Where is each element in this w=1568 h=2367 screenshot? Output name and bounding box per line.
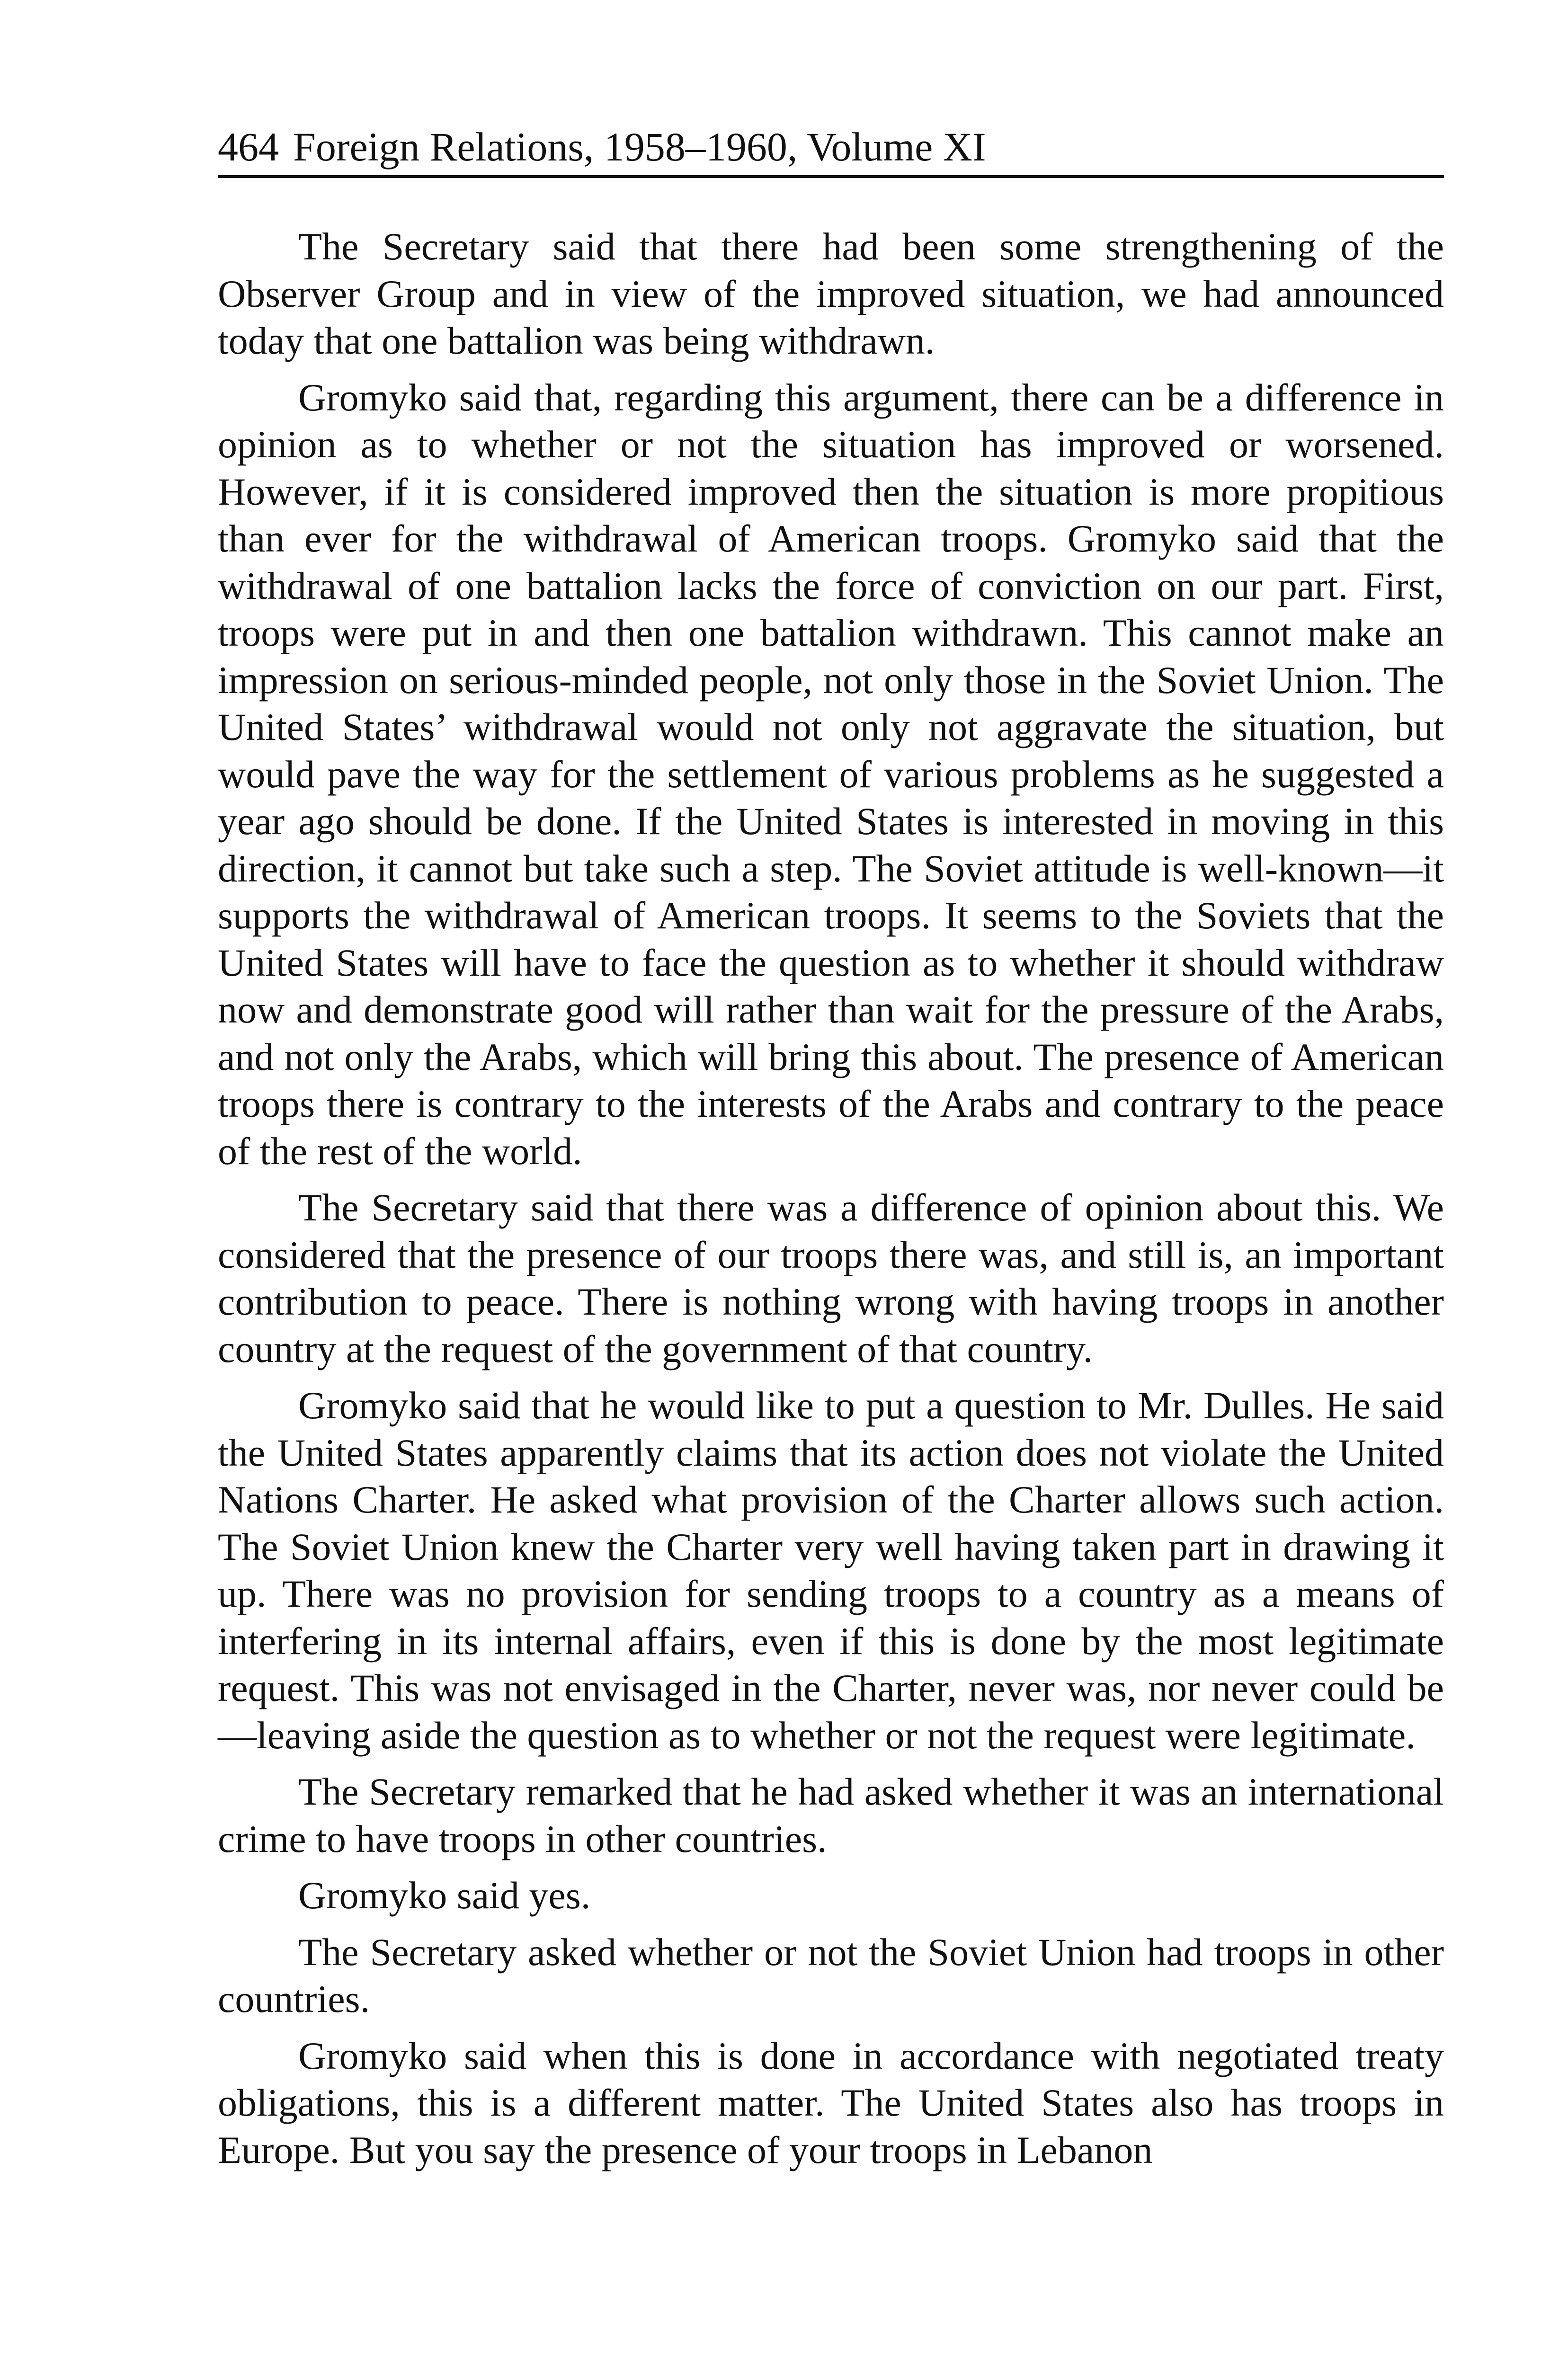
document-page (218, 123, 1444, 2183)
paragraph: Gromyko said yes. (298, 1874, 591, 1917)
paragraph: The Secretary asked whether or not the Soviet Union had troops in other countries. (218, 1930, 1444, 2020)
paragraph: Gromyko said that, regarding this argument, there can be a difference in opinion as to whether or not the situation has improved or worsened. However, if it is considered improved then the situation is more propitious than ever for the withdrawal of American troops. Gromyko said that the withdrawal of one battalion lacks the force of conviction on our part. First, troops were put in and then one battalion withdrawn. This cannot make an impression on serious-minded people, not only those in the Soviet Union. The United States’ withdrawal would not only not aggravate the situation, but would pave the way for the settlement of various problems as he suggested a year ago should be done. If the United States is interested in moving in this direction, it cannot but take such a step. The Soviet attitude is well-known—it supports the withdrawal of American troops. It seems to the Soviets that the United States will have to face the question as to whether it should withdraw now and demonstrate good will rather than wait for the pressure of the Arabs, and not only the Arabs, which will bring this about. The presence of American troops there is contrary to the interests of the Arabs and contrary to the peace of the rest of the world. (218, 375, 1444, 1173)
paragraph: The Secretary remarked that he had asked whether it was an international crime to have troops in other countries. (218, 1770, 1444, 1860)
paragraph: The Secretary said that there had been some strengthening of the Observer Group and in view of the improved situation, we had announced today that one battalion was being withdrawn. (218, 225, 1444, 362)
paragraph: The Secretary said that there was a difference of opinion about this. We considered that the presence of our troops there was, and still is, an important contribution to peace. There is nothing wrong with having troops in another country at the request of the government of that country. (218, 1186, 1444, 1370)
page-number: 464 (218, 124, 279, 169)
running-header (218, 123, 1444, 178)
paragraph: Gromyko said that he would like to put a question to Mr. Dulles. He said the United States apparently claims that its action does not violate the United Nations Charter. He asked what provision of the Charter allows such action. The Soviet Union knew the Charter very well having taken part in drawing it up. There was no provision for sending troops to a country as a means of interfering in its internal affairs, even if this is done by the most legitimate request. This was not envisaged in the Charter, never was, nor never could be—leaving aside the question as to whether or not the request were legitimate. (218, 1384, 1444, 1757)
running-title: Foreign Relations, 1958–1960, Volume XI (293, 124, 986, 169)
paragraph: Gromyko said when this is done in accordance with negotiated treaty obligations, this is a different matter. The United States also has troops in Europe. But you say the presence of your troops in Lebanon (218, 2034, 1444, 2171)
body-text (218, 223, 1444, 2173)
